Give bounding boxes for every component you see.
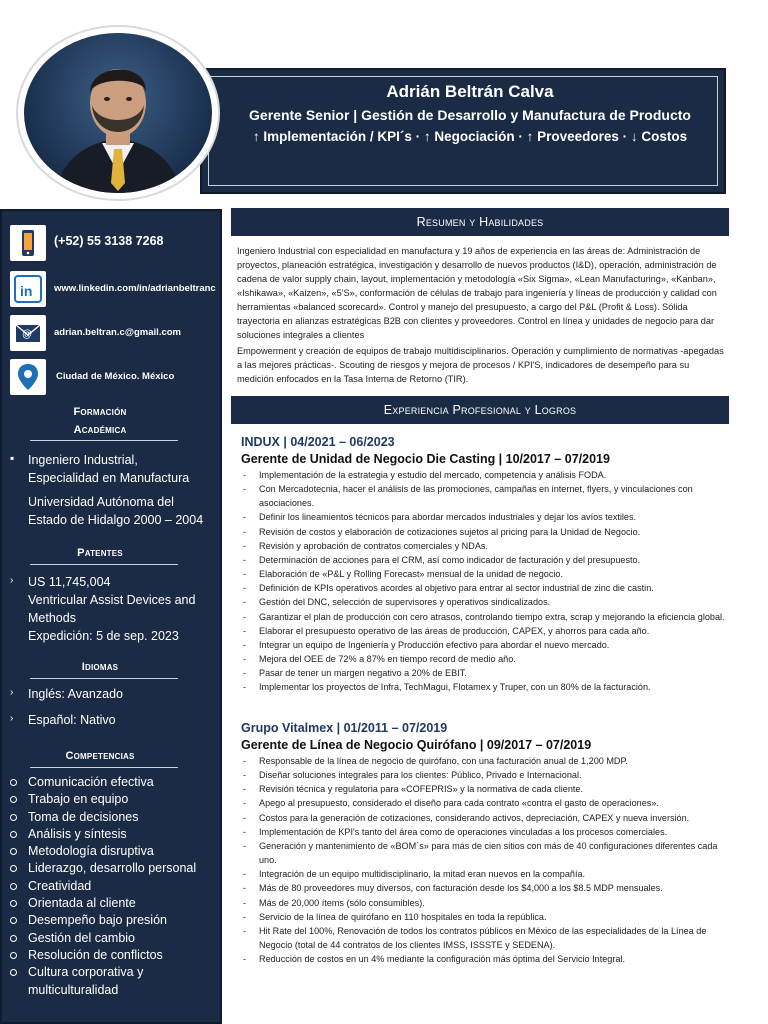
svg-text:in: in (20, 283, 33, 299)
summary-paragraph-1: Ingeniero Industrial con especialidad en manufactura y 19 años de experiencia en las áreas de: Administración de proyectos, planeación estratégica, investigación y desarrollo de nuevos productos (I&D), operación, administración de cadena de valor supply chain, layout, implementación y metodología «Six Sigma», «Lean Manufacturing», «Kanban», «Ishikawa», «Kaizen», «5'S», conformación de células de trabajo para ingeniería y líneas de producción y calidad con herramientas «balanced scorecard». Control y manejo del presupuesto, a cargo del P&L (Profit & Loss). Sólida trayectoria en alianzas estratégicas B2B con clientes y proveedores. Control en línea y unidades de negocio para dar soluciones integrales a clientes (237, 246, 717, 340)
degree-line-1: Ingeniero Industrial, (28, 453, 138, 467)
achievement-text: Determinación de acciones para el CRM, así como indicador de facturación y del presupuesto. (259, 554, 641, 565)
experience-heading: Experiencia Profesional y Logros (231, 396, 729, 424)
contact-location (8, 359, 218, 395)
school-line-1: Universidad Autónoma del (28, 495, 174, 509)
list-item (241, 924, 729, 952)
list-item (241, 610, 729, 624)
achievement-text: Generación y mantenimiento de «BOM´s» para más de cien sitios con más de 40 configuraciones diferentes cada uno. (259, 840, 718, 866)
dash-bullet: - (243, 770, 247, 781)
list-item (241, 581, 729, 595)
dash-bullet: - (243, 756, 247, 766)
dash-bullet: - (243, 611, 247, 622)
job-2-achievements (241, 754, 729, 966)
competencies-rule (30, 767, 178, 768)
list-item (241, 525, 729, 539)
achievement-text: Servicio de la línea de quirófano en 110 hospitales en toda la república. (259, 911, 547, 922)
list-item (8, 791, 218, 808)
dash-bullet: - (243, 668, 247, 679)
phone-icon (10, 225, 46, 261)
candidate-title: Gerente Senior | Gestión de Desarrollo y Manufactura de Producto (249, 107, 691, 123)
list-item (8, 878, 218, 895)
circle-bullet-icon (10, 900, 17, 907)
list-item (8, 895, 218, 912)
dash-bullet: - (243, 583, 247, 594)
phone-text: (+52) 55 3138 7268 (54, 234, 164, 248)
dash-bullet: - (243, 554, 247, 565)
patent-bullet: › (10, 575, 14, 586)
circle-bullet-icon (10, 935, 17, 942)
profile-photo (24, 33, 212, 193)
patents-rule (30, 564, 178, 565)
languages-heading: Idiomas (81, 661, 119, 673)
achievement-text: Integración de un equipo multidisciplinario, la mitad eran nuevos en la compañía. (259, 869, 586, 880)
list-item (241, 782, 729, 796)
achievement-text: Responsable de la línea de negocio de quirófano, con una facturación anual de 1,200 MDP. (259, 756, 628, 766)
list-item (241, 796, 729, 810)
competency-text: Toma de decisiones (28, 809, 139, 824)
dash-bullet: - (243, 840, 247, 851)
competency-text: Comunicación efectiva (28, 775, 154, 789)
education-rule (30, 440, 178, 441)
competency-text: Cultura corporativa y (28, 965, 144, 980)
achievement-text: Gestión del DNC, selección de supervisores y operativos sindicalizados. (259, 597, 551, 608)
achievement-text: Definir los lineamientos técnicos para abordar mercados industriales y dejar los avíos textiles. (259, 512, 637, 523)
circle-bullet-icon (10, 883, 17, 890)
language-item: Inglés: Avanzado (28, 687, 123, 701)
competencies-heading: Competencias (65, 750, 135, 762)
achievement-text: Revisión y aprobación de contratos comerciales y NDAs. (259, 540, 488, 551)
list-item (8, 930, 218, 947)
linkedin-text[interactable]: www.linkedin.com/in/adrianbeltranc (54, 283, 216, 294)
email-icon (10, 315, 46, 351)
list-item (241, 510, 729, 524)
list-item (8, 809, 218, 826)
list-item (241, 768, 729, 782)
circle-bullet-icon (10, 796, 17, 803)
list-item (241, 624, 729, 638)
competencies-list (8, 774, 218, 999)
achievement-text: Garantizar el plan de producción con cero atrasos, controlando tiempo extra, scrap y mejorando la eficiencia global. (259, 611, 725, 622)
education-heading-line-2: Académica (73, 424, 127, 436)
list-item (241, 553, 729, 567)
competency-text: Creatividad (28, 878, 92, 893)
dash-bullet: - (243, 625, 247, 636)
patents-heading: Patentes (77, 547, 123, 559)
achievement-text: Más de 20,000 ítems (sólo consumibles). (259, 897, 425, 908)
dash-bullet: - (243, 954, 247, 965)
patent-title-line-1: Ventricular Assist Devices and (28, 593, 196, 607)
svg-text:@: @ (22, 329, 33, 340)
header-text (220, 80, 720, 147)
location-pin-icon (10, 359, 46, 395)
dash-bullet: - (243, 911, 247, 922)
competency-text: Liderazgo, desarrollo personal (28, 861, 197, 876)
achievement-text: Implementación de la estrategia y estudio del mercado, competencia y análisis FODA. (259, 470, 607, 480)
dash-bullet: - (243, 639, 247, 650)
summary-paragraph-2: Empowerment y creación de equipos de trabajo multidisciplinarios. Operación y cumplimiento de normativas -apegadas a las mejores prácticas-. Scouting de riesgos y mejora de procesos / KPI'S, indicadores de desempeño para su medición enfocados en la Tasa Interna de Retorno (TIR). (237, 346, 724, 384)
competency-text: Resolución de conflictos (28, 947, 163, 962)
dash-bullet: - (243, 812, 247, 823)
patent-title-line-2: Methods (28, 611, 76, 625)
list-item (8, 860, 218, 877)
list-item (241, 952, 729, 966)
job-1-company: INDUX | 04/2021 – 06/2023 (241, 435, 395, 449)
dash-bullet: - (243, 826, 247, 837)
dash-bullet: - (243, 883, 247, 894)
circle-bullet-icon (10, 779, 17, 786)
achievement-text: Definición de KPIs operativos acordes al objetivo para entrar al sector industrial de zinc die castin. (259, 583, 654, 594)
patent-details (28, 573, 218, 645)
list-item (241, 867, 729, 881)
dash-bullet: - (243, 569, 247, 580)
education-heading (22, 403, 178, 439)
competency-text: Gestión del cambio (28, 930, 136, 945)
competency-text: Metodología disruptiva (28, 844, 154, 859)
list-item (241, 595, 729, 609)
competency-text: Análisis y síntesis (28, 826, 127, 841)
job-1-role: Gerente de Unidad de Negocio Die Casting | 10/2017 – 07/2019 (241, 452, 610, 466)
dash-bullet: - (243, 597, 247, 608)
candidate-tagline: ↑ Implementación / KPI´s · ↑ Negociación · ↑ Proveedores · ↓ Costos (252, 129, 688, 144)
summary-body (237, 244, 727, 388)
dash-bullet: - (243, 540, 247, 551)
achievement-text: Elaboración de «P&L y Rolling Forecast» mensual de la unidad de negocio. (259, 569, 563, 580)
circle-bullet-icon (10, 917, 17, 924)
linkedin-icon (10, 271, 46, 307)
circle-bullet-icon (10, 831, 17, 838)
language-item: Español: Nativo (28, 713, 116, 727)
dash-bullet: - (243, 654, 247, 665)
list-item (241, 825, 729, 839)
languages-rule (30, 678, 178, 679)
list-item (8, 826, 218, 843)
list-item (8, 947, 218, 964)
dash-bullet: - (243, 798, 247, 809)
dash-bullet: - (243, 869, 247, 880)
achievement-text: Mejora del OEE de 72% a 87% en tiempo record de medio año. (259, 654, 516, 665)
list-item (8, 774, 218, 791)
email-text[interactable]: adrian.beltran.c@gmail.com (54, 327, 181, 338)
language-bullet: › (10, 687, 14, 698)
dash-bullet: - (243, 682, 247, 693)
list-item (241, 896, 729, 910)
list-item (241, 468, 729, 482)
list-item (241, 811, 729, 825)
dash-bullet: - (243, 897, 247, 908)
list-item (241, 539, 729, 553)
list-item (241, 666, 729, 680)
contact-email[interactable] (8, 315, 218, 351)
job-2-role: Gerente de Línea de Negocio Quirófano | 09/2017 – 07/2019 (241, 738, 592, 752)
competency-text: multiculturalidad (28, 982, 119, 997)
list-item (241, 652, 729, 666)
list-item (241, 567, 729, 581)
circle-bullet-icon (10, 848, 17, 855)
location-text: Ciudad de México. México (56, 371, 175, 382)
list-item (241, 881, 729, 895)
achievement-text: Con Mercadotecnia, hacer el análisis de las promociones, campañas en internet, flyers, y vinculaciones con asociaciones. (259, 484, 693, 509)
dash-bullet: - (243, 470, 247, 480)
job-2-company: Grupo Vitalmex | 01/2011 – 07/2019 (241, 721, 448, 735)
education-bullet: ▪ (10, 451, 15, 465)
circle-bullet-icon (10, 952, 17, 959)
list-item (241, 482, 729, 510)
job-1-achievements (241, 468, 729, 695)
achievement-text: Hit Rate del 100%, Renovación de todos los contratos públicos en México de las especialidades de la Línea de Negocio (total de 44 contratos de los clientes IMSS, ISSSTE y SEDENA). (259, 925, 707, 951)
achievement-text: Integrar un equipo de Ingeniería y Producción efectivo para abordar el nuevo mercado. (259, 639, 610, 650)
circle-bullet-icon (10, 865, 17, 872)
achievement-text: Reducción de costos en un 4% mediante la configuración más óptima del Servicio Integral. (259, 954, 625, 965)
achievement-text: Implementación de KPI's tanto del área como de operaciones vinculadas a los procesos comerciales. (259, 826, 668, 837)
dash-bullet: - (243, 512, 247, 523)
education-heading-line-1: Formación (73, 406, 127, 418)
patent-number: US 11,745,004 (28, 575, 111, 589)
dash-bullet: - (243, 484, 247, 495)
achievement-text: Revisión técnica y regulatoria para «COFEPRIS» y la normativa de cada cliente. (259, 784, 583, 795)
competency-text: Trabajo en equipo (28, 792, 129, 807)
list-item (241, 754, 729, 768)
contact-linkedin[interactable] (8, 271, 218, 307)
achievement-text: Apego al presupuesto, considerado el diseño para cada contrato «contra el gasto de operaciones». (259, 798, 659, 809)
list-item (241, 910, 729, 924)
summary-heading: Resumen y Habilidades (231, 208, 729, 236)
list-item (241, 839, 729, 867)
list-item (8, 982, 218, 999)
achievement-text: Diseñar soluciones integrales para los clientes: Público, Privado e Internacional. (259, 770, 582, 781)
degree-line-2: Especialidad en Manufactura (28, 471, 190, 485)
school-line-2: Estado de Hidalgo 2000 – 2004 (28, 513, 204, 527)
achievement-text: Más de 80 proveedores muy diversos, con facturación desde los $4,000 a los $8.5 MDP mensuales. (259, 883, 663, 894)
achievement-text: Implementar los proyectos de Infra, TechMagui, Flotamex y Truper, con un 80% de la facturación. (259, 682, 651, 693)
achievement-text: Costos para la generación de cotizaciones, considerando activos, depreciación, CAPEX y nueva inversión. (259, 812, 690, 823)
sidebar (0, 209, 222, 1024)
competency-text: Desempeño bajo presión (28, 913, 167, 928)
achievement-text: Pasar de tener un margen negativo a 20% de EBIT. (259, 668, 467, 679)
list-item (241, 680, 729, 694)
list-item (241, 638, 729, 652)
contact-phone (8, 225, 218, 261)
education-school (28, 493, 218, 529)
list-item (8, 964, 218, 981)
list-item (8, 912, 218, 929)
patent-date: Expedición: 5 de sep. 2023 (28, 629, 179, 643)
dash-bullet: - (243, 526, 247, 537)
dash-bullet: - (243, 784, 247, 795)
list-item (8, 843, 218, 860)
achievement-text: Revisión de costos y elaboración de cotizaciones sujetos al pricing para la Unidad de Negocio. (259, 526, 641, 537)
circle-bullet-icon (10, 969, 17, 976)
education-degree (28, 451, 218, 487)
competency-text: Orientada al cliente (28, 896, 136, 911)
language-bullet: › (10, 713, 14, 724)
achievement-text: Elaborar el presupuesto operativo de las áreas de producción, CAPEX, y ahorros para cada año. (259, 625, 650, 636)
candidate-name: Adrián Beltrán Calva (386, 82, 554, 101)
dash-bullet: - (243, 925, 247, 936)
circle-bullet-icon (10, 814, 17, 821)
